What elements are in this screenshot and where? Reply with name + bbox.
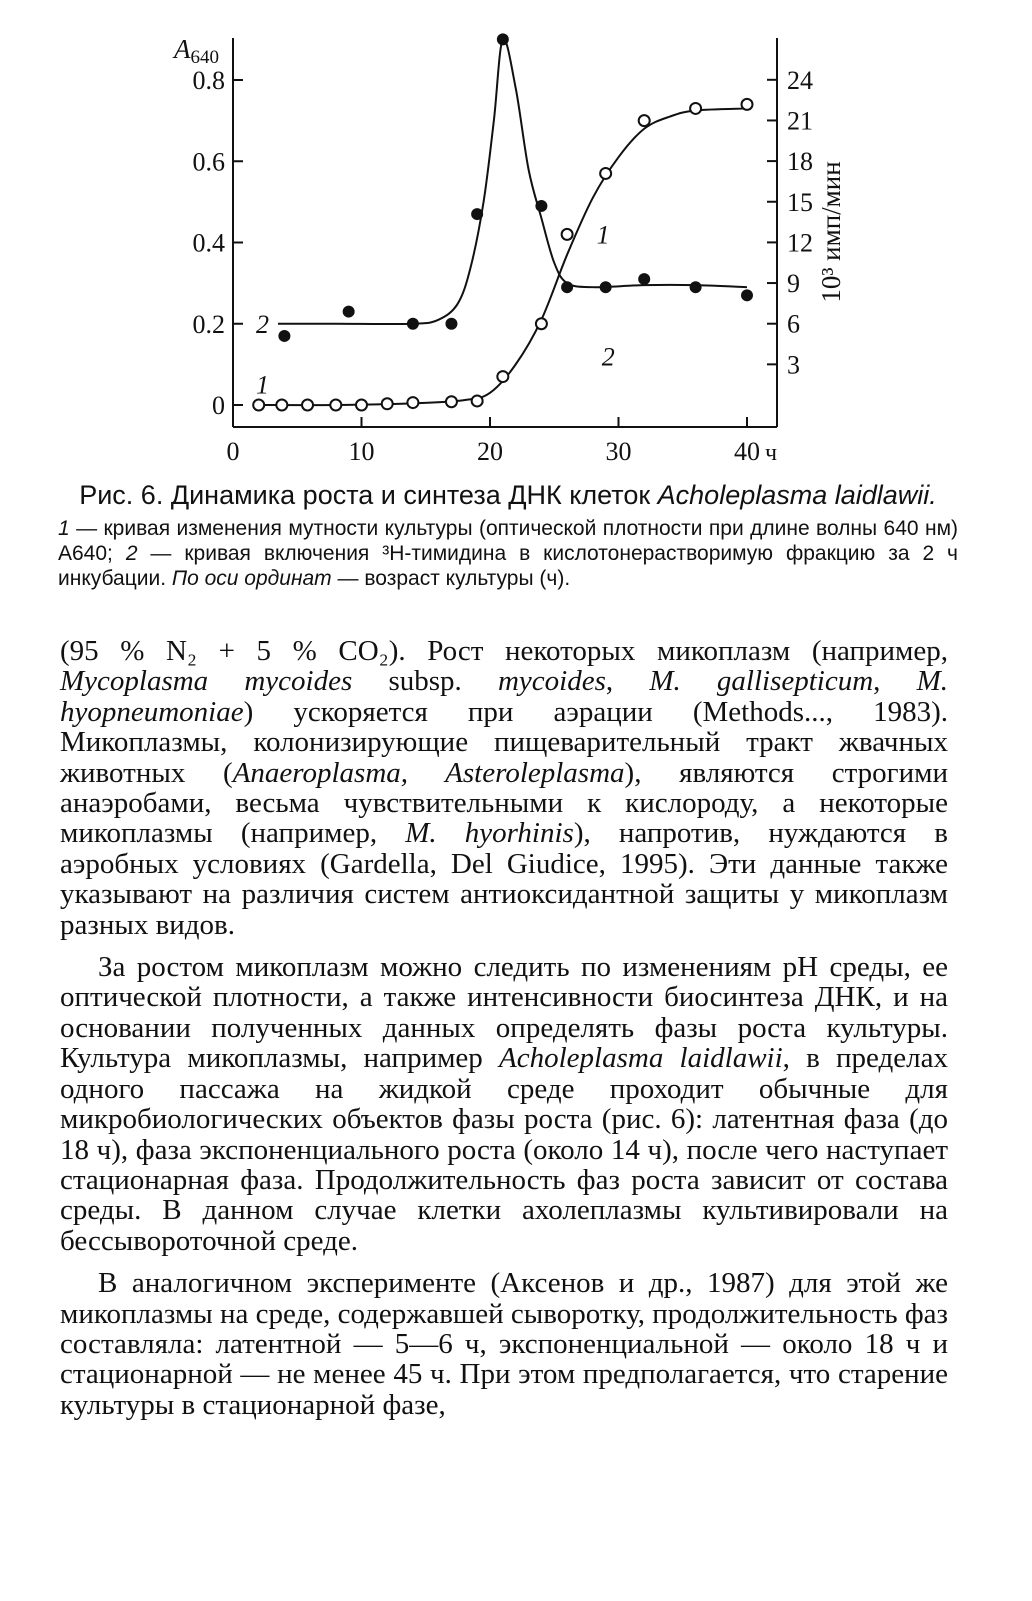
series-1-point [302, 400, 313, 411]
curve-label: 2 [256, 309, 270, 339]
p1-run-1: Mycoplasma mycoides [60, 665, 353, 698]
series-2-point [279, 331, 289, 341]
growth-chart [0, 0, 1032, 470]
caption-species: Acholeplasma laidlawii. [657, 480, 937, 510]
right-tick-label: 18 [787, 147, 813, 177]
p2-run-2: , в пределах одного пассажа на жидкой среде проходит обычные для микробиологических объектов фазы роста (рис. 6): латентная фаза (до 18 ч), фаза экспоненциального роста (около 14 ч), после чего наступает стационарная фаза. Продолжительность фаз роста зависит от состава среды. В данном случае клетки ахолеплазмы культивировали на бессывороточной среде. [60, 1042, 948, 1257]
caption-body [58, 516, 958, 591]
series-1-curve [259, 108, 747, 405]
p1-run-6: , [873, 665, 917, 698]
series-1-point [562, 229, 573, 240]
series-1-point [382, 398, 393, 409]
left-tick-label: 0.4 [192, 228, 225, 258]
p2-run-0: За ростом микоплазм можно следить по изменениям pH среды, ее оптической плотности, а также интенсивности биосинтеза ДНК, и на основании полученных данных определять фазы роста культуры. Культура микоплазмы, например [60, 951, 948, 1075]
left-tick-label: 0 [212, 391, 225, 420]
curve-label: 2 [601, 342, 615, 372]
series-2-point [536, 201, 546, 211]
series-1-point [253, 400, 264, 411]
p1-run-3: mycoides [497, 665, 606, 698]
curve-label: 1 [256, 370, 270, 400]
x-tick-label: 0 [226, 437, 240, 466]
caption-text-3: По оси ординат [171, 567, 332, 590]
right-tick-label: 21 [787, 106, 813, 136]
x-tick-label: 30 [605, 437, 632, 466]
series-2-point [344, 307, 354, 317]
x-tick-label: 20 [477, 437, 503, 466]
p1-run-5: M. gallisepticum [649, 665, 874, 698]
right-tick-label: 3 [787, 350, 800, 380]
series-2-point [446, 319, 456, 329]
p1-run-7: M. hyopneumoniae [60, 665, 949, 728]
caption-marker-2: 2 [125, 542, 138, 565]
series-1-point [639, 115, 650, 126]
series-2-point [498, 34, 508, 44]
p1-run-9: Anaeroplasma, Asteroleplasma [232, 756, 625, 789]
series-2-point [742, 290, 752, 300]
x-tick-label: 40 [734, 437, 760, 466]
series-2-point [472, 209, 482, 219]
x-tick-label: 10 [348, 437, 375, 466]
caption-marker-1: 1 [58, 517, 70, 540]
series-1-point [276, 400, 287, 411]
chart-curves [259, 39, 747, 405]
series-1-point [536, 318, 547, 329]
series-2-point [691, 282, 701, 292]
series-2-point [408, 319, 418, 329]
caption-text-2: — кривая включения ³Н-тимидина в кислотонерастворимую фракцию за 2 ч инкубации. [58, 542, 958, 590]
left-axis-letter: A [174, 34, 191, 64]
left-axis-subscript: 640 [190, 47, 219, 68]
right-tick-label: 24 [787, 65, 813, 95]
left-tick-label: 0.6 [192, 147, 225, 177]
caption-text-4: — возраст культуры (ч). [331, 567, 571, 590]
series-1-point [690, 103, 701, 114]
series-1-point [600, 168, 611, 179]
body-text [60, 636, 948, 1432]
series-1-point [446, 396, 457, 407]
right-tick-label: 15 [787, 187, 813, 217]
paragraph-2 [60, 952, 948, 1256]
p1-run-11: M. hyorhinis [405, 817, 574, 850]
curve-label: 1 [596, 220, 610, 250]
p1-run-12: ), напротив, нуждаются в аэробных условиях (Gardella, Del Giudice, 1995). Эти данные также указывают на различия систем антиоксидантной защиты у микоплазм разных видов. [60, 817, 948, 941]
right-tick-label: 6 [787, 309, 800, 339]
figure-caption [58, 478, 958, 591]
p3-run-0: В аналогичном эксперименте (Аксенов и др., 1987) для этой же микоплазмы на среде, содержавшей сыворотку, продолжительность фаз составляла: латентной — 5—6 ч, экспоненциальной — около 18 ч и стационарной — не менее 45 ч. При этом предполагается, что старение культуры в стационарной фазе, [60, 1267, 948, 1421]
series-1-point [742, 99, 753, 110]
p2-run-1: Acholeplasma laidlawii [499, 1042, 783, 1075]
right-tick-label: 9 [787, 269, 800, 299]
p1-run-0: (95 % N₂ + 5 % CO₂). Рост некоторых микоплазм (например, [60, 635, 948, 667]
paragraph-3 [60, 1268, 948, 1420]
chart-points [253, 34, 752, 410]
series-1-point [330, 400, 341, 411]
left-tick-label: 0.2 [192, 309, 225, 339]
right-axis-label: 10³ имп/мин [816, 161, 846, 303]
p1-run-10: ), являются строгими анаэробами, весьма чувствительными к кислороду, а некоторые микоплазмы (например, [60, 756, 948, 850]
x-axis-unit: ч [765, 440, 778, 466]
series-1-point [407, 397, 418, 408]
caption-title [58, 478, 958, 512]
caption-text-1: — кривая изменения мутности культуры (оптической плотности при длине волны 640 нм) А640; [58, 517, 958, 565]
right-tick-label: 12 [787, 228, 813, 258]
paragraph-1 [60, 636, 948, 940]
left-axis-label [172, 34, 219, 68]
series-1-point [497, 371, 508, 382]
left-tick-label: 0.8 [192, 66, 225, 95]
series-2-curve [278, 39, 747, 324]
caption-title-text: Рис. 6. Динамика роста и синтеза ДНК клеток [79, 480, 658, 510]
p1-run-8: ) ускоряется при аэрации (Methods..., 1983). Микоплазмы, колонизирующие пищеварительный тракт жвачных животных ( [60, 695, 948, 789]
p1-run-4: , [605, 665, 650, 698]
series-1-point [356, 400, 367, 411]
series-2-point [601, 282, 611, 292]
chart-labels [256, 220, 615, 399]
series-1-point [472, 395, 483, 406]
series-2-point [639, 274, 649, 284]
p1-run-2: subsp. [352, 665, 498, 698]
series-2-point [562, 282, 572, 292]
